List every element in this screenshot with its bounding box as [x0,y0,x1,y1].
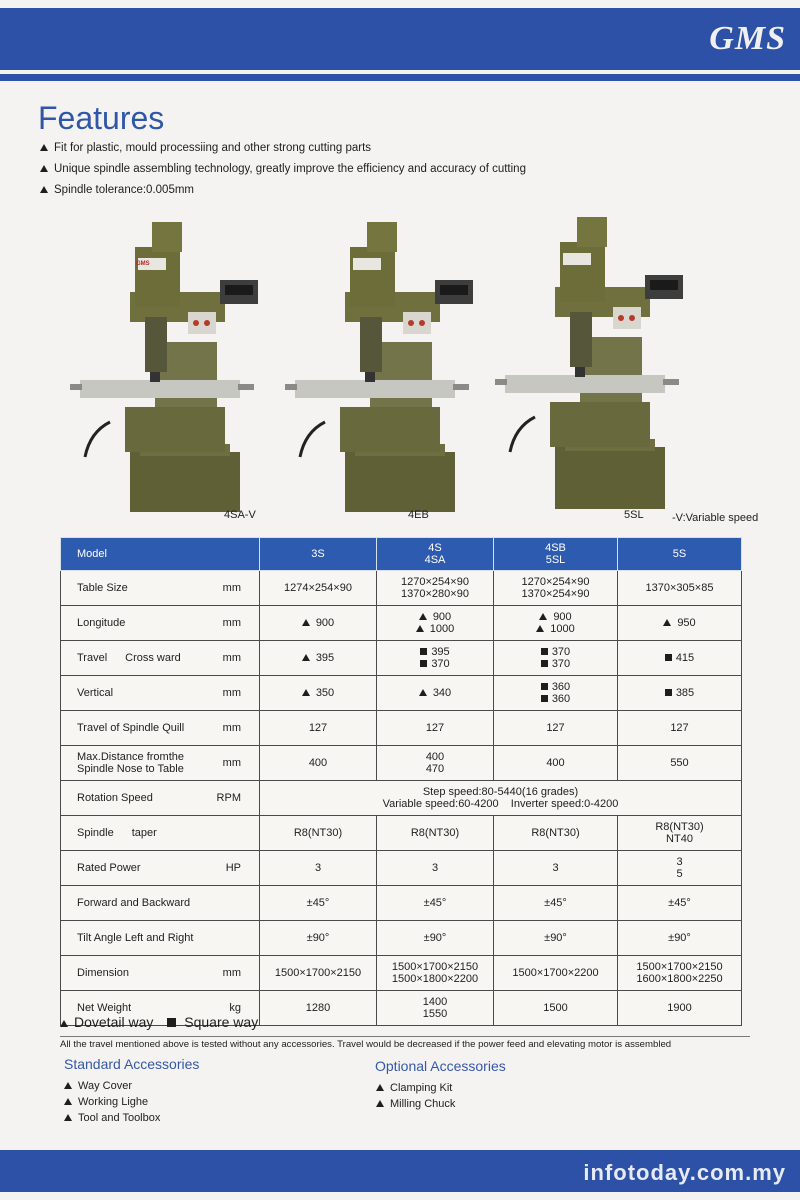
table-row: Forward and Backward ±45° ±45° ±45° ±45° [61,886,742,921]
feature-list [40,141,526,204]
feature-item: Fit for plastic, mould processiing and other strong cutting parts [40,141,526,162]
square-way-icon [420,648,427,655]
list-item: Tool and Toolbox [64,1112,160,1128]
dovetail-icon [60,1020,68,1027]
dovetail-icon [539,613,547,620]
square-way-icon [541,660,548,667]
dovetail-icon [302,689,310,696]
triangle-bullet-icon [64,1082,72,1089]
table-row: Tilt Angle Left and Right ±90° ±90° ±90° ±90° [61,921,742,956]
square-way-icon [541,695,548,702]
table-row: Net Weight kg 1280 1400 1550 1500 1900 [61,991,742,1026]
list-item: Clamping Kit [376,1082,455,1098]
list-item: Way Cover [64,1080,160,1096]
triangle-bullet-icon [40,165,48,172]
dovetail-icon [419,689,427,696]
page-title: Features [38,100,165,136]
feature-item: Spindle tolerance:0.005mm [40,183,526,204]
square-way-icon [541,683,548,690]
triangle-bullet-icon [376,1100,384,1107]
table-row: Table Size mm 1274×254×90 1270×254×90 1370×280×90 1270×254×90 1370×254×90 1370×305×85 [61,571,742,606]
legend: Dovetail way Square way [60,1014,258,1030]
square-way-icon [665,654,672,661]
standard-accessories-heading: Standard Accessories [64,1056,200,1072]
table-row: Max.Distance fromthe Spindle Nose to Table mm 400 400 470 400 550 [61,746,742,781]
optional-accessories-list [376,1082,455,1114]
caption-4eb: 4EB [408,509,429,521]
dovetail-icon [302,654,310,661]
col-header-4sb: 4SB 5SL [494,538,618,571]
spec-table [60,537,742,1026]
triangle-bullet-icon [376,1084,384,1091]
table-row: Travel of Spindle Quill mm 127 127 127 127 [61,711,742,746]
table-row: Rotation Speed RPM Step speed:80-5440(16 grades) Variable speed:60-4200 Inverter speed:0-4200 [61,781,742,816]
col-header-4s: 4S 4SA [377,538,494,571]
col-header-3s: 3S [260,538,377,571]
machine-4sa-v [70,222,258,512]
col-header-5s: 5S [618,538,742,571]
divider [60,1036,750,1037]
triangle-bullet-icon [40,144,48,151]
dovetail-icon [302,619,310,626]
brand-logo: GMS [709,20,786,57]
dovetail-icon [536,625,544,632]
machine-5sl [495,217,683,509]
caption-variable-speed: -V:Variable speed [672,512,759,524]
standard-accessories-list [64,1080,160,1128]
machine-label: GMS [136,261,150,267]
table-row: Longitude mm 900 900 1000 900 1000 950 [61,606,742,641]
table-row: Vertical mm 350 340 360 360 385 [61,676,742,711]
top-rule [0,74,800,81]
watermark: infotoday.com.my [583,1160,786,1185]
top-banner [0,8,800,70]
caption-5sl: 5SL [624,509,644,521]
list-item: Working Lighe [64,1096,160,1112]
triangle-bullet-icon [40,186,48,193]
triangle-bullet-icon [64,1114,72,1121]
square-way-icon [420,660,427,667]
machine-photos [70,212,790,512]
travel-note: All the travel mentioned above is tested without any accessories. Travel would be decreased if the power feed and elevating motor is assembled [60,1039,672,1050]
table-row: Travel Cross ward mm 395 395 370 370 370 415 [61,641,742,676]
feature-item: Unique spindle assembling technology, greatly improve the efficiency and accuracy of cutting [40,162,526,183]
machine-4eb [285,222,473,512]
caption-4sa-v: 4SA-V [224,509,256,521]
dovetail-icon [663,619,671,626]
table-header-row [61,538,742,571]
optional-accessories-heading: Optional Accessories [375,1058,506,1074]
table-row: Rated Power HP 3 3 3 3 5 [61,851,742,886]
square-way-icon [541,648,548,655]
list-item: Milling Chuck [376,1098,455,1114]
dovetail-icon [419,613,427,620]
dovetail-icon [416,625,424,632]
table-row: Dimension mm 1500×1700×2150 1500×1700×2150 1500×1800×2200 1500×1700×2200 1500×1700×2150 1600×1800×2250 [61,956,742,991]
table-row: Spindle taper R8(NT30) R8(NT30) R8(NT30) R8(NT30) NT40 [61,816,742,851]
triangle-bullet-icon [64,1098,72,1105]
col-header-model: Model [61,538,260,571]
square-way-icon [167,1018,176,1027]
square-way-icon [665,689,672,696]
